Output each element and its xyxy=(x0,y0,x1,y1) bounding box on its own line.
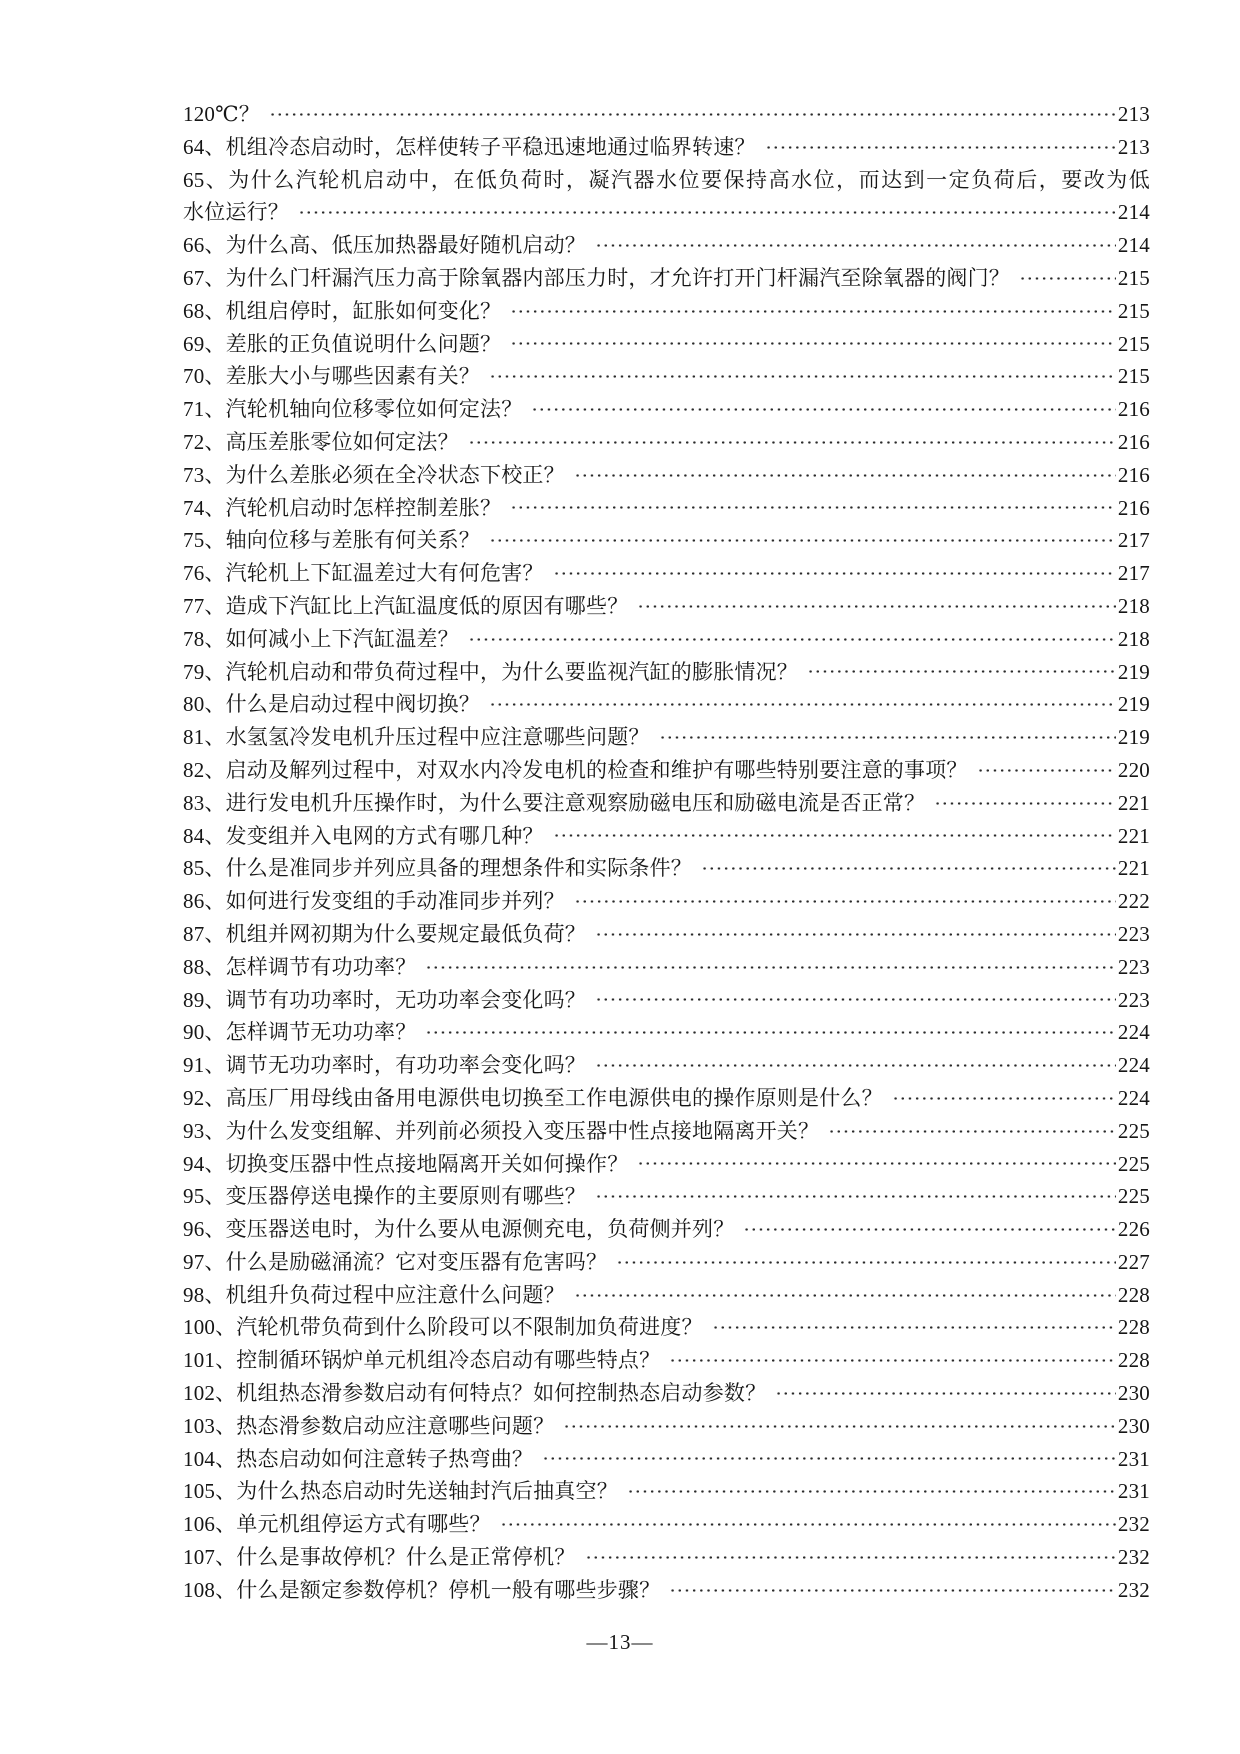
toc-entry xyxy=(183,131,1150,164)
toc-entry-text: 84、发变组并入电网的方式有哪几种？ xyxy=(183,823,544,848)
toc-entry xyxy=(183,885,1150,918)
table-of-contents xyxy=(183,98,1150,1607)
toc-entry xyxy=(183,688,1150,721)
toc-entry xyxy=(183,1377,1150,1410)
toc-page-number: 230 xyxy=(1117,1381,1150,1406)
toc-page-number: 215 xyxy=(1117,298,1150,323)
toc-page-number: 220 xyxy=(1117,757,1150,782)
toc-entry-text: 78、如何减小上下汽缸温差？ xyxy=(183,626,459,651)
dot-leader xyxy=(531,395,1115,416)
dot-leader xyxy=(510,330,1116,351)
toc-entry xyxy=(183,328,1150,361)
toc-page-number: 226 xyxy=(1117,1217,1150,1242)
dot-leader xyxy=(574,1281,1116,1302)
toc-entry xyxy=(183,1246,1150,1279)
toc-entry xyxy=(183,1279,1150,1312)
toc-page-number: 230 xyxy=(1117,1413,1150,1438)
dot-leader xyxy=(627,1477,1116,1498)
toc-entry xyxy=(183,754,1150,787)
toc-entry xyxy=(183,1213,1150,1246)
toc-entry-text: 108、什么是额定参数停机？停机一般有哪些步骤？ xyxy=(183,1577,661,1602)
dot-leader xyxy=(892,1084,1116,1105)
toc-page-number: 232 xyxy=(1117,1512,1150,1537)
toc-entry-text: 72、高压差胀零位如何定法？ xyxy=(183,429,459,454)
toc-page-number: 219 xyxy=(1117,659,1150,684)
dot-leader xyxy=(553,559,1116,580)
toc-entry-text: 94、切换变压器中性点接地隔离开关如何操作？ xyxy=(183,1151,629,1176)
toc-entry-text: 98、机组升负荷过程中应注意什么问题？ xyxy=(183,1282,565,1307)
toc-page-number: 225 xyxy=(1117,1184,1150,1209)
toc-entry-text: 96、变压器送电时，为什么要从电源侧充电，负荷侧并列？ xyxy=(183,1217,735,1242)
dot-leader xyxy=(553,822,1116,843)
dot-leader xyxy=(828,1117,1116,1138)
toc-page-number: 225 xyxy=(1117,1118,1150,1143)
toc-entry-text: 82、启动及解列过程中，对双水内冷发电机的检查和维护有哪些特别要注意的事项？ xyxy=(183,757,968,782)
toc-page-number: 216 xyxy=(1117,462,1150,487)
dot-leader xyxy=(574,461,1116,482)
dot-leader xyxy=(807,658,1116,679)
dot-leader xyxy=(595,920,1116,941)
toc-page-number: 217 xyxy=(1117,528,1150,553)
toc-entry-text: 107、什么是事故停机？什么是正常停机？ xyxy=(183,1545,576,1570)
toc-entry xyxy=(183,295,1150,328)
toc-entry-text: 91、调节无功功率时，有功功率会变化吗？ xyxy=(183,1053,586,1078)
toc-page-number: 231 xyxy=(1117,1446,1150,1471)
toc-page-number: 224 xyxy=(1117,1085,1150,1110)
toc-entry xyxy=(183,393,1150,426)
toc-entry xyxy=(183,721,1150,754)
toc-page-number: 215 xyxy=(1117,364,1150,389)
dot-leader xyxy=(269,100,1116,121)
toc-entry-text: 80、什么是启动过程中阀切换？ xyxy=(183,692,480,717)
toc-entry xyxy=(183,918,1150,951)
toc-entry xyxy=(183,1311,1150,1344)
toc-entry xyxy=(183,459,1150,492)
toc-page-number: 232 xyxy=(1117,1545,1150,1570)
dot-leader xyxy=(563,1412,1116,1433)
dot-leader xyxy=(595,986,1116,1007)
toc-entry-text: 101、控制循环锅炉单元机组冷态启动有哪些特点？ xyxy=(183,1348,661,1373)
toc-entry-text: 86、如何进行发变组的手动准同步并列？ xyxy=(183,889,565,914)
toc-page-number: 214 xyxy=(1117,233,1150,258)
toc-entry-text: 88、怎样调节有功功率？ xyxy=(183,954,417,979)
toc-entry xyxy=(183,820,1150,853)
page-number-footer: —13— xyxy=(586,1630,654,1654)
toc-entry xyxy=(183,1344,1150,1377)
toc-page-number: 216 xyxy=(1117,429,1150,454)
toc-entry-text: 76、汽轮机上下缸温差过大有何危害？ xyxy=(183,561,544,586)
toc-entry xyxy=(183,492,1150,525)
toc-entry xyxy=(183,1180,1150,1213)
toc-page-number: 228 xyxy=(1117,1348,1150,1373)
toc-page-number: 215 xyxy=(1117,265,1150,290)
dot-leader xyxy=(489,362,1116,383)
dot-leader xyxy=(500,1510,1116,1531)
toc-entry xyxy=(183,1410,1150,1443)
toc-entry-text: 93、为什么发变组解、并列前必须投入变压器中性点接地隔离开关？ xyxy=(183,1118,820,1143)
toc-page-number: 228 xyxy=(1117,1282,1150,1307)
dot-leader xyxy=(595,231,1116,252)
dot-leader xyxy=(637,592,1115,613)
toc-page-number: 222 xyxy=(1117,889,1150,914)
dot-leader xyxy=(510,297,1116,318)
toc-page-number: 227 xyxy=(1117,1249,1150,1274)
toc-entry xyxy=(183,1115,1150,1148)
dot-leader xyxy=(542,1445,1116,1466)
toc-entry xyxy=(183,1443,1150,1476)
dot-leader xyxy=(298,198,1116,219)
toc-entry-text: 71、汽轮机轴向位移零位如何定法？ xyxy=(183,397,523,422)
dot-leader xyxy=(659,723,1116,744)
toc-page-number: 228 xyxy=(1117,1315,1150,1340)
dot-leader xyxy=(743,1215,1115,1236)
toc-entry-text: 74、汽轮机启动时怎样控制差胀？ xyxy=(183,495,502,520)
toc-entry-text: 120℃？ xyxy=(183,102,260,126)
dot-leader xyxy=(510,494,1116,515)
dot-leader xyxy=(489,690,1116,711)
toc-entry-text: 95、变压器停送电操作的主要原则有哪些？ xyxy=(183,1184,586,1209)
dot-leader xyxy=(712,1313,1116,1334)
toc-entry-text: 65、为什么汽轮机启动中，在低负荷时，凝汽器水位要保持高水位，而达到一定负荷后，要改为低 xyxy=(183,167,1150,192)
dot-leader xyxy=(669,1346,1116,1367)
toc-page-number: 216 xyxy=(1117,397,1150,422)
toc-page-number: 218 xyxy=(1117,626,1150,651)
toc-entry xyxy=(183,787,1150,820)
toc-entry xyxy=(183,426,1150,459)
toc-entry-text: 75、轴向位移与差胀有何关系？ xyxy=(183,528,480,553)
toc-entry xyxy=(183,852,1150,885)
toc-entry xyxy=(183,623,1150,656)
toc-entry xyxy=(183,229,1150,262)
toc-page-number: 213 xyxy=(1117,102,1150,126)
toc-entry xyxy=(183,360,1150,393)
toc-entry xyxy=(183,557,1150,590)
toc-entry-text: 77、造成下汽缸比上汽缸温度低的原因有哪些？ xyxy=(183,593,629,618)
toc-entry-text: 水位运行？ xyxy=(183,200,289,225)
toc-entry-text: 102、机组热态滑参数启动有何特点？如何控制热态启动参数？ xyxy=(183,1381,767,1406)
dot-leader xyxy=(595,1051,1116,1072)
toc-entry xyxy=(183,656,1150,689)
toc-entry xyxy=(183,1541,1150,1574)
toc-entry xyxy=(183,590,1150,623)
toc-entry xyxy=(183,262,1150,295)
dot-leader xyxy=(637,1150,1115,1171)
toc-entry xyxy=(183,1475,1150,1508)
toc-entry-text: 92、高压厂用母线由备用电源供电切换至工作电源供电的操作原则是什么？ xyxy=(183,1085,883,1110)
toc-entry-text: 105、为什么热态启动时先送轴封汽后抽真空？ xyxy=(183,1479,618,1504)
toc-entry-text: 97、什么是励磁涌流？它对变压器有危害吗？ xyxy=(183,1249,608,1274)
dot-leader xyxy=(775,1379,1116,1400)
toc-entry-text: 85、什么是准同步并列应具备的理想条件和实际条件？ xyxy=(183,856,692,881)
dot-leader xyxy=(574,887,1116,908)
toc-entry-text: 81、水氢氢冷发电机升压过程中应注意哪些问题？ xyxy=(183,725,650,750)
toc-page-number: 231 xyxy=(1117,1479,1150,1504)
dot-leader xyxy=(616,1248,1116,1269)
toc-entry xyxy=(183,164,1150,197)
dot-leader xyxy=(468,625,1116,646)
toc-entry xyxy=(183,951,1150,984)
toc-entry-text: 70、差胀大小与哪些因素有关？ xyxy=(183,364,480,389)
dot-leader xyxy=(669,1576,1116,1597)
toc-entry xyxy=(183,1016,1150,1049)
toc-page-number: 221 xyxy=(1117,856,1150,881)
toc-entry-text: 66、为什么高、低压加热器最好随机启动？ xyxy=(183,233,586,258)
toc-entry-text: 90、怎样调节无功功率？ xyxy=(183,1020,417,1045)
dot-leader xyxy=(425,953,1115,974)
toc-page-number: 219 xyxy=(1117,725,1150,750)
dot-leader xyxy=(595,1182,1116,1203)
toc-page-number: 215 xyxy=(1117,331,1150,356)
toc-entry xyxy=(183,984,1150,1017)
dot-leader xyxy=(1019,264,1116,285)
toc-page-number: 217 xyxy=(1117,561,1150,586)
toc-entry-text: 69、差胀的正负值说明什么问题？ xyxy=(183,331,502,356)
toc-entry-text: 87、机组并网初期为什么要规定最低负荷？ xyxy=(183,921,586,946)
toc-page-number: 223 xyxy=(1117,987,1150,1012)
toc-page-number: 221 xyxy=(1117,823,1150,848)
toc-page-number: 223 xyxy=(1117,954,1150,979)
dot-leader xyxy=(765,133,1116,154)
dot-leader xyxy=(701,854,1116,875)
toc-page-number: 221 xyxy=(1117,790,1150,815)
toc-page-number: 214 xyxy=(1117,200,1150,225)
toc-entry-text: 100、汽轮机带负荷到什么阶段可以不限制加负荷进度？ xyxy=(183,1315,703,1340)
toc-entry xyxy=(183,524,1150,557)
toc-entry xyxy=(183,1574,1150,1607)
dot-leader xyxy=(977,756,1116,777)
toc-entry-text: 106、单元机组停运方式有哪些？ xyxy=(183,1512,491,1537)
toc-page-number: 219 xyxy=(1117,692,1150,717)
toc-entry xyxy=(183,1082,1150,1115)
dot-leader xyxy=(468,428,1116,449)
toc-entry xyxy=(183,1049,1150,1082)
toc-entry xyxy=(183,1508,1150,1541)
toc-page-number: 232 xyxy=(1117,1577,1150,1602)
toc-entry-text: 67、为什么门杆漏汽压力高于除氧器内部压力时，才允许打开门杆漏汽至除氧器的阀门？ xyxy=(183,265,1010,290)
toc-entry-text: 73、为什么差胀必须在全冷状态下校正？ xyxy=(183,462,565,487)
dot-leader xyxy=(425,1018,1115,1039)
toc-page-number: 216 xyxy=(1117,495,1150,520)
toc-entry-text: 104、热态启动如何注意转子热弯曲？ xyxy=(183,1446,534,1471)
toc-entry-text: 68、机组启停时，缸胀如何变化？ xyxy=(183,298,502,323)
toc-page-number: 223 xyxy=(1117,921,1150,946)
dot-leader xyxy=(489,526,1116,547)
toc-page-number: 224 xyxy=(1117,1020,1150,1045)
toc-entry xyxy=(183,196,1150,229)
toc-entry xyxy=(183,98,1150,131)
toc-entry xyxy=(183,1148,1150,1181)
toc-page-number: 213 xyxy=(1117,134,1150,159)
dot-leader xyxy=(585,1543,1116,1564)
toc-entry-text: 64、机组冷态启动时，怎样使转子平稳迅速地通过临界转速？ xyxy=(183,134,756,159)
toc-entry-text: 89、调节有功功率时，无功功率会变化吗？ xyxy=(183,987,586,1012)
toc-entry-text: 83、进行发电机升压操作时，为什么要注意观察励磁电压和励磁电流是否正常？ xyxy=(183,790,926,815)
toc-page-number: 218 xyxy=(1117,593,1150,618)
toc-entry-text: 103、热态滑参数启动应注意哪些问题？ xyxy=(183,1413,555,1438)
toc-page-number: 224 xyxy=(1117,1053,1150,1078)
toc-entry-text: 79、汽轮机启动和带负荷过程中，为什么要监视汽缸的膨胀情况？ xyxy=(183,659,798,684)
toc-page-number: 225 xyxy=(1117,1151,1150,1176)
dot-leader xyxy=(934,789,1116,810)
